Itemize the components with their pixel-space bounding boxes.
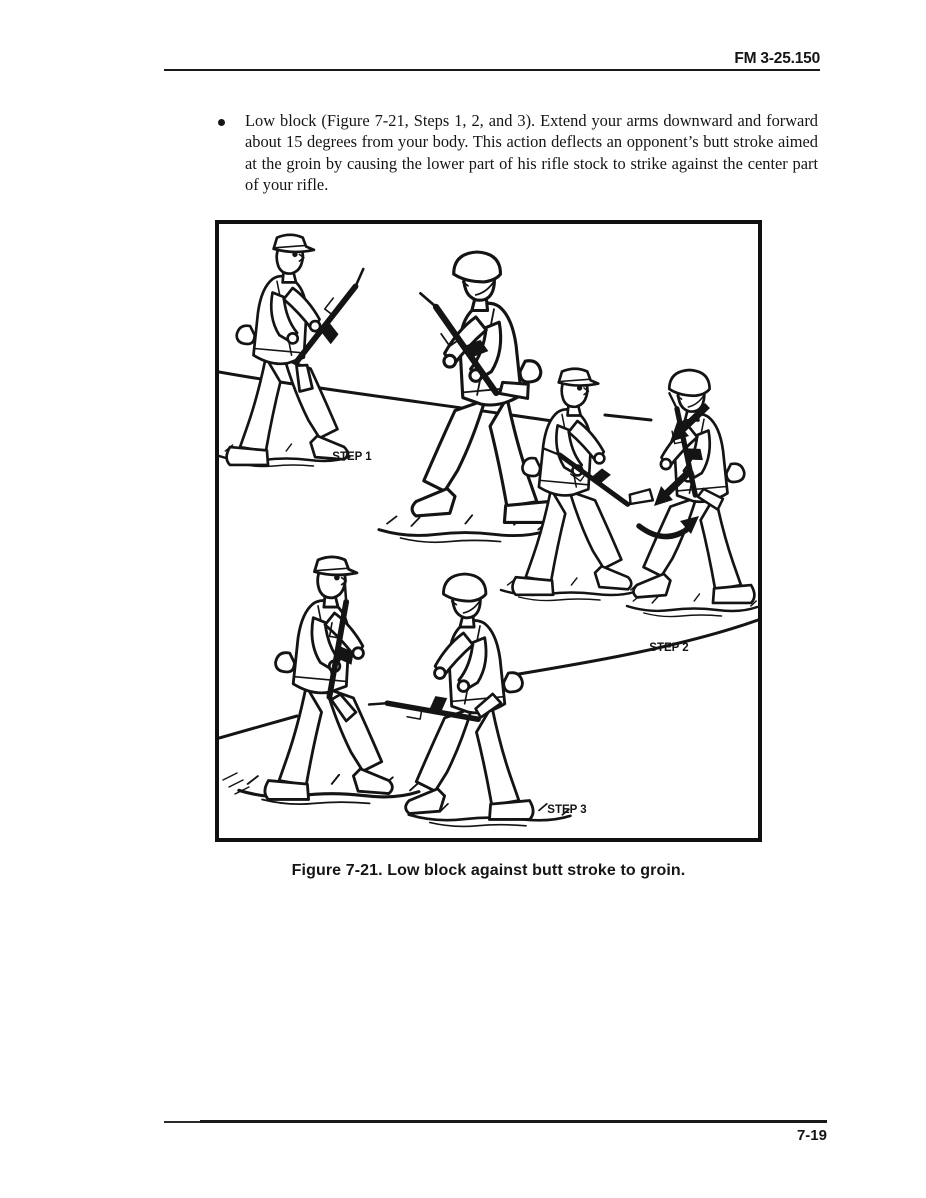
step-1-label: STEP 1 [332, 451, 372, 463]
step3-right-soldier [406, 574, 533, 819]
step1-right-soldier [412, 252, 552, 522]
figure-frame [215, 220, 762, 842]
step1-pair [227, 235, 553, 523]
footer-page-number: 7-19 [796, 1127, 827, 1144]
header-doc-number: FM 3-25.150 [734, 50, 820, 67]
step-3-label: STEP 3 [547, 804, 587, 816]
figure-illustration [219, 224, 758, 838]
step1-left-soldier [227, 235, 348, 465]
bullet-marker [218, 119, 225, 126]
step3-pair [265, 557, 533, 819]
step2-pair [513, 369, 755, 603]
figure-caption: Figure 7-21. Low block against butt stroke to groin. [291, 862, 686, 879]
bullet-paragraph: Low block (Figure 7-21, Steps 1, 2, and 3). Extend your arms downward and forward about 15 degrees from your body. This action deflects an opponent’s butt stroke aimed at the groin by causing the lower part of his rifle stock to strike against the center part of your rifle. [245, 111, 818, 195]
footer-rule [200, 1120, 827, 1123]
step3-left-soldier [265, 557, 392, 799]
step-2-label: STEP 2 [649, 642, 689, 654]
header-rule [164, 69, 820, 71]
